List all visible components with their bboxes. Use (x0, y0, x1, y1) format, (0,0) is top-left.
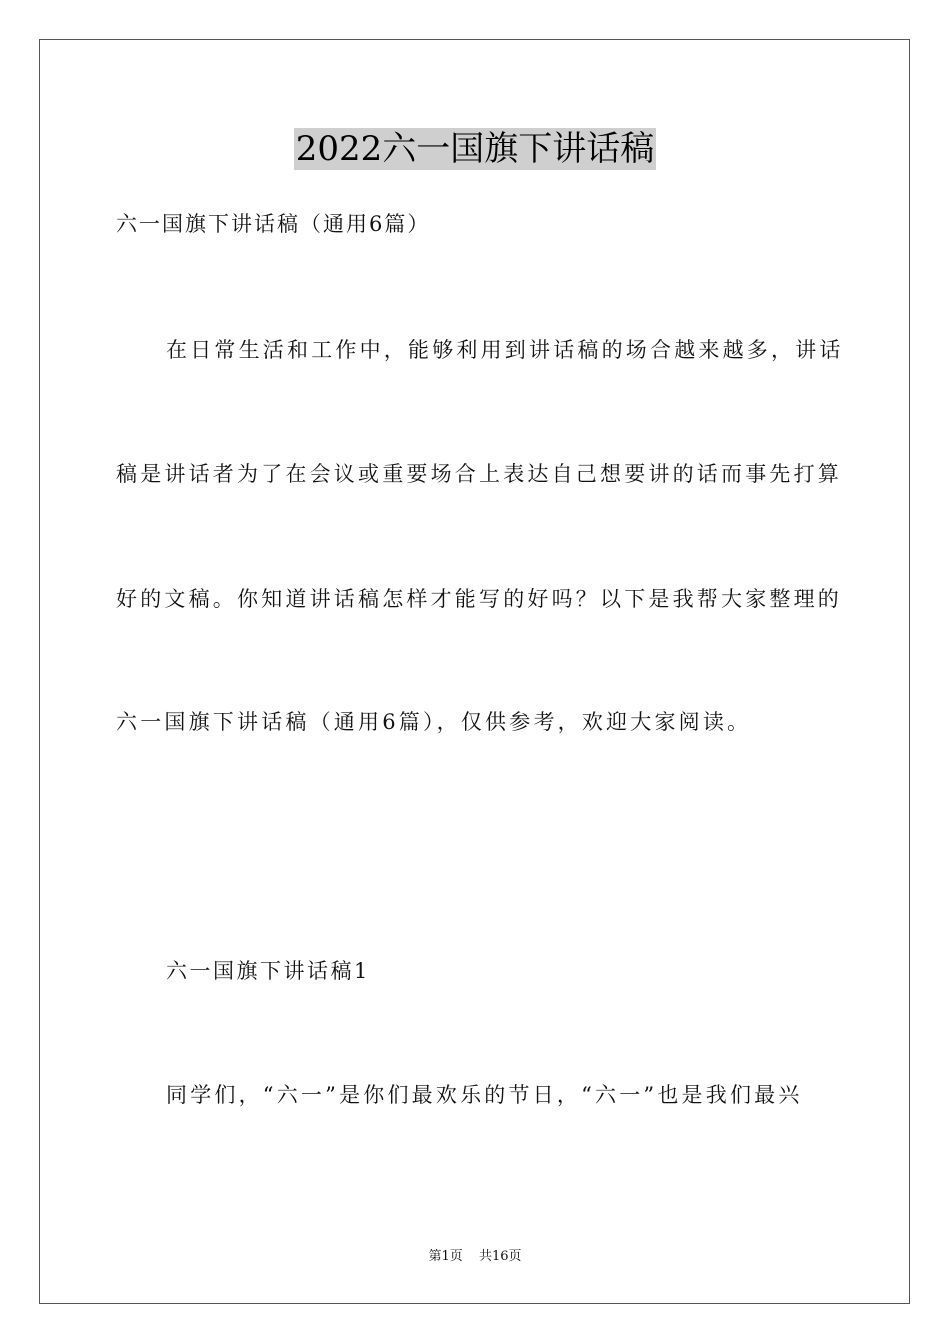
intro-line-1: 在日常生活和工作中，能够利用到讲话稿的场合越来越多，讲话 (166, 338, 844, 362)
section-line-1: 同学们，“六一”是你们最欢乐的节日，“六一”也是我们最兴 (166, 1083, 803, 1107)
intro-line-3: 好的文稿。你知道讲话稿怎样才能写的好吗？以下是我帮大家整理的 (116, 587, 842, 611)
intro-line-4: 六一国旗下讲话稿（通用6篇），仅供参考，欢迎大家阅读。 (116, 710, 752, 734)
document-subtitle: 六一国旗下讲话稿（通用6篇） (116, 212, 431, 236)
page-total: 共16页 (478, 1249, 522, 1264)
intro-line-2: 稿是讲话者为了在会议或重要场合上表达自己想要讲的话而事先打算 (116, 462, 842, 486)
section-heading: 六一国旗下讲话稿1 (166, 959, 370, 983)
page-current: 第1页 (428, 1249, 463, 1264)
document-title: 2022六一国旗下讲话稿 (295, 129, 655, 169)
page-footer (0, 1248, 950, 1266)
title-container (0, 128, 950, 170)
